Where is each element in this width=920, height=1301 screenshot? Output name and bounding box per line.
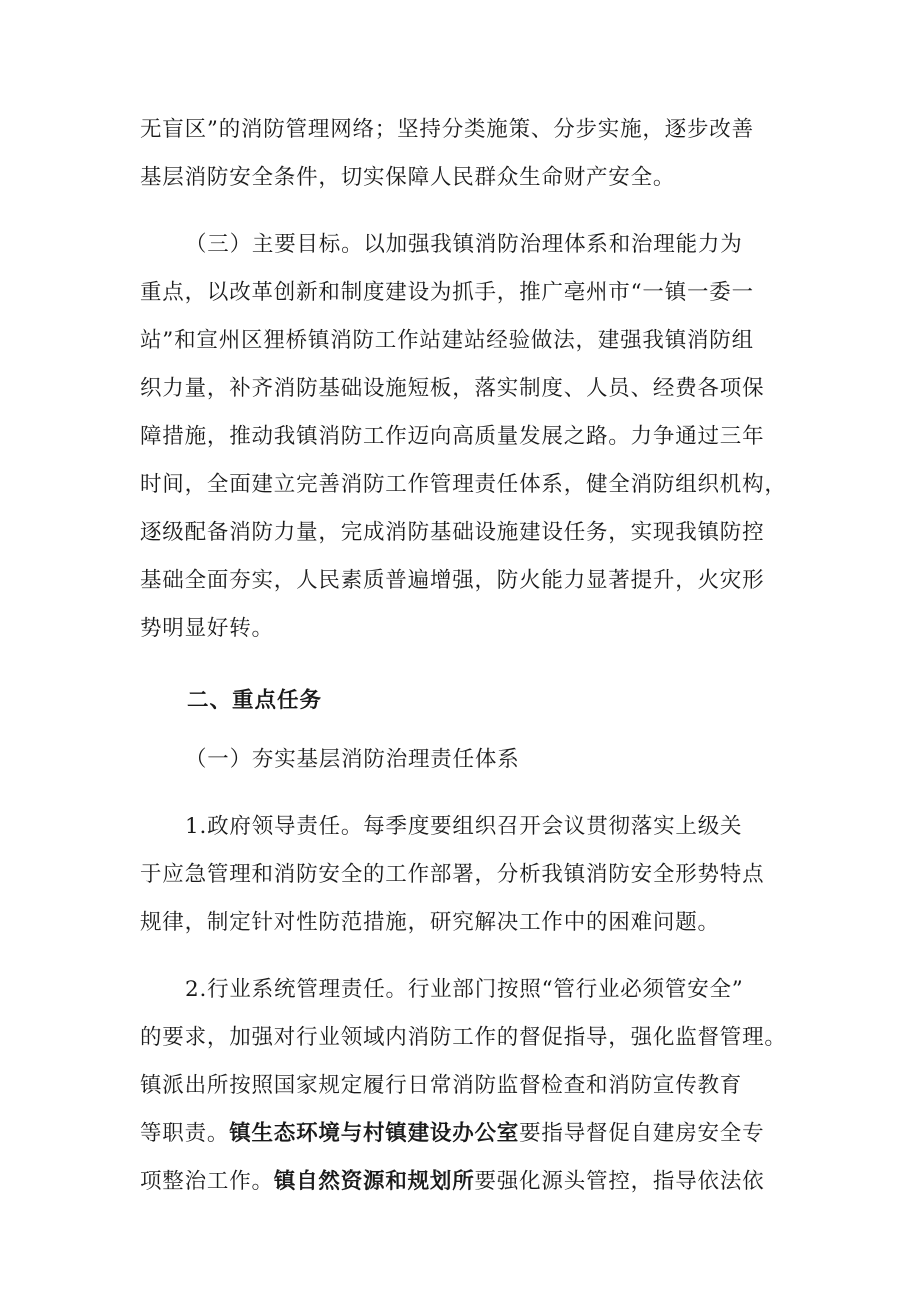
text-segment: 项整治工作。 xyxy=(140,1169,274,1194)
text-line: 规律，制定针对性防范措施，研究解决工作中的困难问题。 xyxy=(140,910,720,935)
text-line: 重点，以改革创新和制度建设为抓手，推广亳州市“一镇一委一 xyxy=(140,280,754,305)
text-line: 时间，全面建立完善消防工作管理责任体系，健全消防组织机构， xyxy=(140,472,787,497)
text-line: 2.行业系统管理责任。行业部门按照“管行业必须管安全” xyxy=(185,977,744,1002)
text-line: 站”和宣州区狸桥镇消防工作站建站经验做法，建强我镇消防组 xyxy=(140,328,754,353)
text-line: 的要求，加强对行业领域内消防工作的督促指导，强化监督管理。 xyxy=(140,1025,787,1050)
text-line: 逐级配备消防力量，完成消防基础设施建设任务，实现我镇防控 xyxy=(140,520,765,545)
section-heading: 二、重点任务 xyxy=(187,688,323,713)
text-line: 无盲区”的消防管理网络；坚持分类施策、分步实施，逐步改善 xyxy=(140,117,754,142)
text-line xyxy=(140,1167,790,1197)
text-line: 基础全面夯实，人民素质普遍增强，防火能力显著提升，火灾形 xyxy=(140,568,765,593)
bold-office-name: 镇自然资源和规划所 xyxy=(273,1169,475,1194)
text-segment: 要强化源头管控，指导依法依 xyxy=(474,1169,765,1194)
text-line: 基层消防安全条件，切实保障人民群众生命财产安全。 xyxy=(140,165,676,190)
text-line: 于应急管理和消防安全的工作部署，分析我镇消防安全形势特点 xyxy=(140,862,765,887)
text-segment: 等职责。 xyxy=(140,1121,230,1146)
text-line xyxy=(140,1119,790,1149)
text-line: 障措施，推动我镇消防工作迈向高质量发展之路。力争通过三年 xyxy=(140,424,765,449)
text-line: 镇派出所按照国家规定履行日常消防监督检查和消防宣传教育 xyxy=(140,1073,743,1098)
subsection-heading: （一）夯实基层消防治理责任体系 xyxy=(185,747,520,772)
text-segment: 要指导督促自建房安全专 xyxy=(519,1121,765,1146)
text-line: 势明显好转。 xyxy=(140,616,274,641)
text-line: 织力量，补齐消防基础设施短板，落实制度、人员、经费各项保 xyxy=(140,376,765,401)
bold-office-name: 镇生态环境与村镇建设办公室 xyxy=(229,1121,520,1146)
text-line: （三）主要目标。以加强我镇消防治理体系和治理能力为 xyxy=(185,232,743,257)
text-line: 1.政府领导责任。每季度要组织召开会议贯彻落实上级关 xyxy=(185,814,743,839)
